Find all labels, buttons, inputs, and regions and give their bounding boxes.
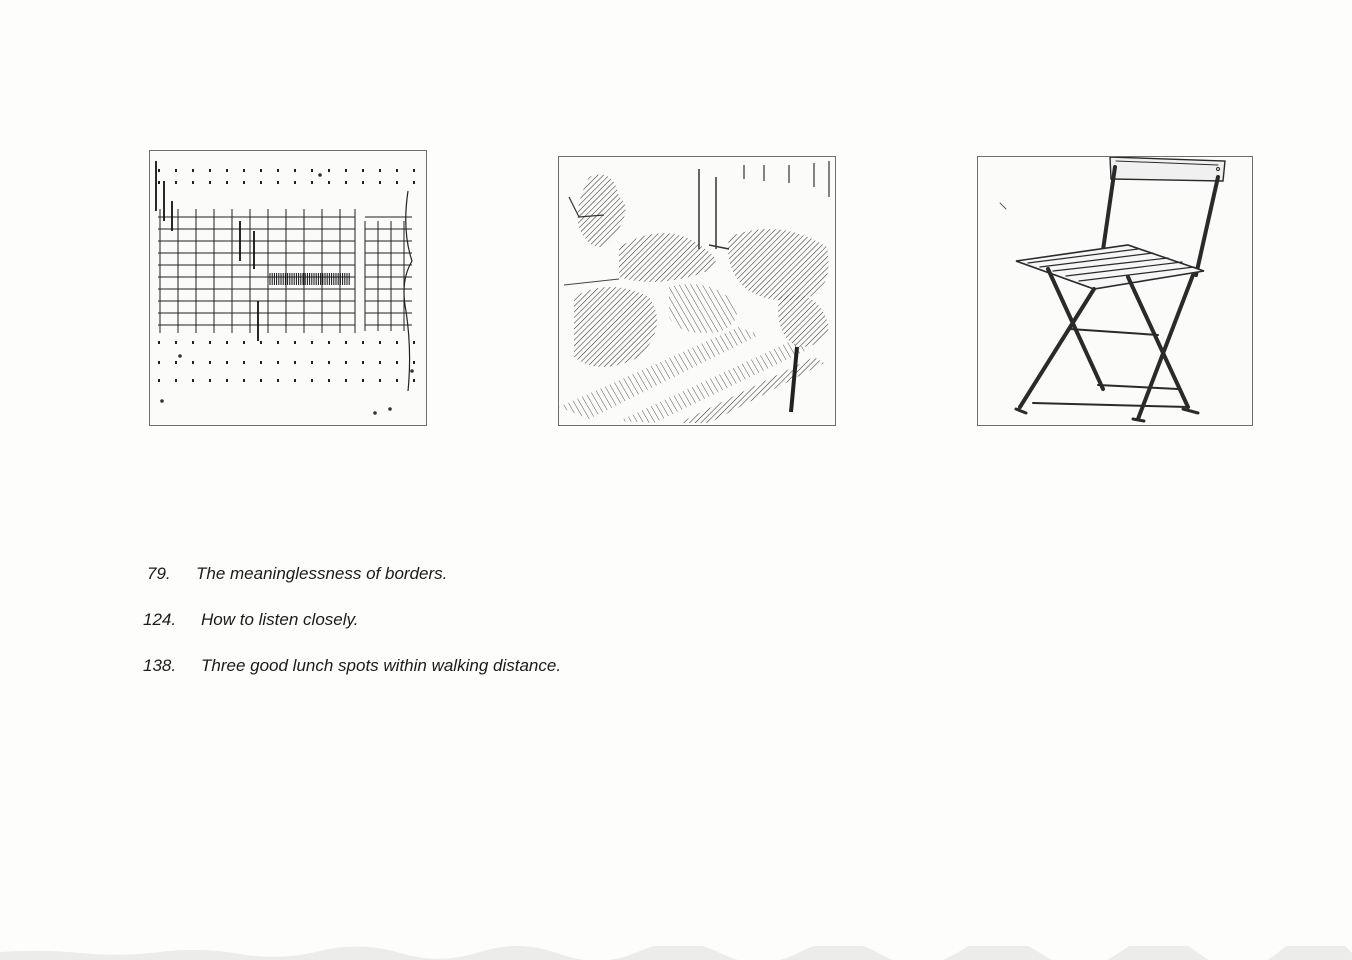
etching-garden-print [558, 156, 836, 426]
caption-text: The meaninglessness of borders. [196, 564, 448, 583]
etching-grid-print [149, 150, 427, 426]
caption-text: How to listen closely. [201, 610, 359, 629]
garden-drawing [559, 157, 835, 425]
deckle-edge [0, 946, 1352, 960]
caption-number: 138. [143, 656, 177, 675]
etching-chair-print [977, 156, 1253, 426]
caption-list [143, 564, 843, 679]
grid-drawing [150, 151, 426, 425]
caption-number: 124. [143, 610, 177, 629]
caption-item [143, 564, 843, 587]
caption-item [143, 610, 843, 633]
chair-drawing [978, 157, 1252, 425]
caption-text: Three good lunch spots within walking distance. [201, 656, 562, 675]
caption-item [143, 656, 843, 679]
caption-number: 79. [147, 564, 171, 583]
